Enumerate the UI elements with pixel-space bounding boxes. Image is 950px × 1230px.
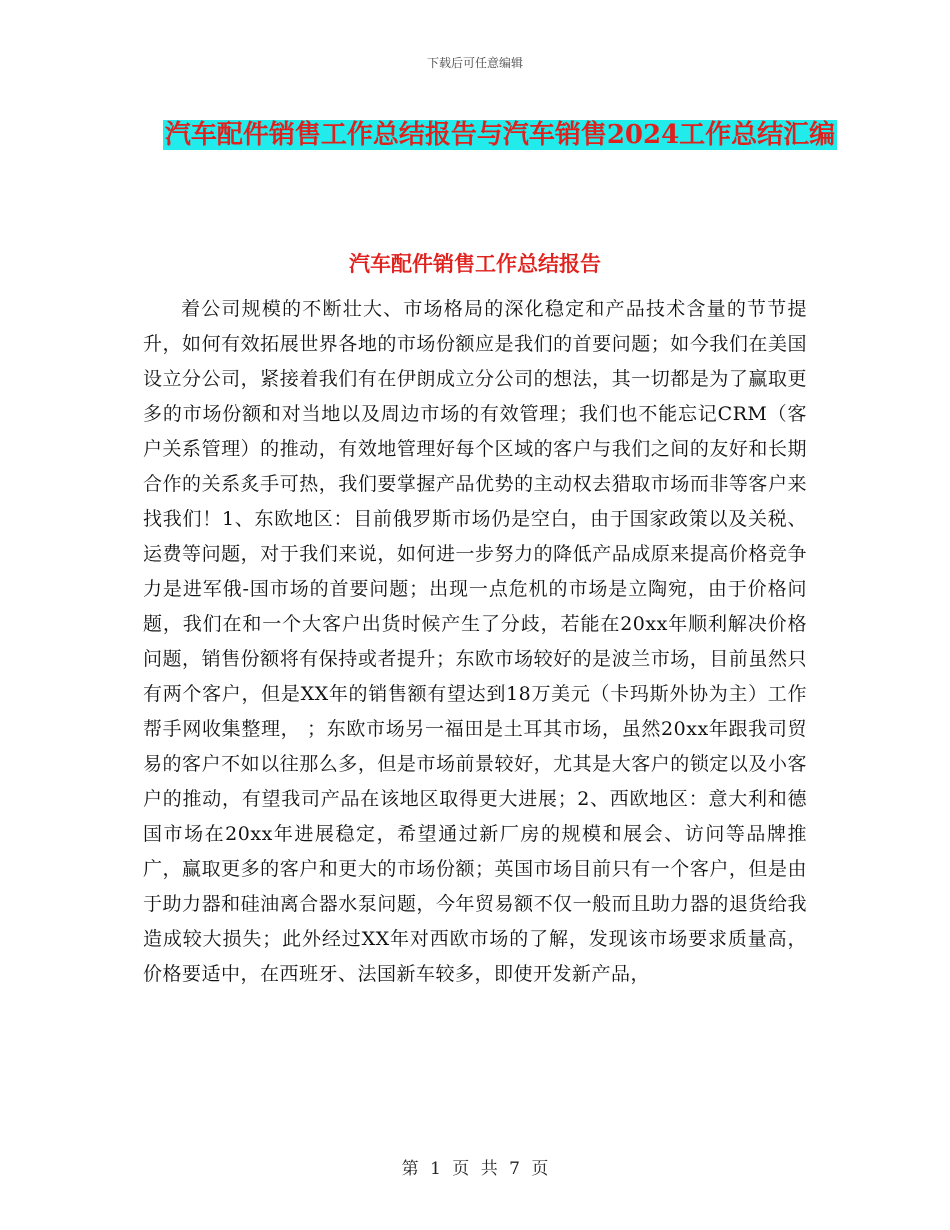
body-paragraph: 着公司规模的不断壮大、市场格局的深化稳定和产品技术含量的节节提升，如何有效拓展世界各地的市场份额应是我们的首要问题；如今我们在美国设立分公司，紧接着我们有在伊朗成立分公司的想法，其一切都是为了赢取更多的市场份额和对当地以及周边市场的有效管理；我们也不能忘记CRM（客户关系管理）的推动，有效地管理好每个区域的客户与我们之间的友好和长期合作的关系炙手可热，我们要掌握产品优势的主动权去猎取市场而非等客户来找我们！1、东欧地区：目前俄罗斯市场仍是空白，由于国家政策以及关税、运费等问题，对于我们来说，如何进一步努力的降低产品成原来提高价格竞争力是进军俄-国市场的首要问题；出现一点危机的市场是立陶宛，由于价格问题，我们在和一个大客户出货时候产生了分歧，若能在20xx年顺利解决价格问题，销售份额将有保持或者提升；东欧市场较好的是波兰市场，目前虽然只有两个客户，但是XX年的销售额有望达到18万美元（卡玛斯外协为主）工作帮手网收集整理， ；东欧市场另一福田是土耳其市场，虽然20xx年跟我司贸易的客户不如以往那么多，但是市场前景较好，尤其是大客户的锁定以及小客户的推动，有望我司产品在该地区取得更大进展；2、西欧地区：意大利和德国市场在20xx年进展稳定，希望通过新厂房的规模和展会、访问等品牌推广，赢取更多的客户和更大的市场份额；英国市场目前只有一个客户，但是由于助力器和硅油离合器水泵问题，今年贸易额不仅一般而且助力器的退货给我造成较大损失；此外经过XX年对西欧市场的了解，发现该市场要求质量高，价格要适中，在西班牙、法国新车较多，即使开发新产品，	[143, 298, 807, 985]
document-title	[140, 112, 860, 158]
document-title-text: 汽车配件销售工作总结报告与汽车销售2024工作总结汇编	[164, 120, 836, 150]
section-title: 汽车配件销售工作总结报告	[349, 251, 601, 276]
page-footer: 第 1 页 共 7 页	[401, 1159, 549, 1179]
page-header-note: 下载后可任意编辑	[426, 56, 523, 70]
